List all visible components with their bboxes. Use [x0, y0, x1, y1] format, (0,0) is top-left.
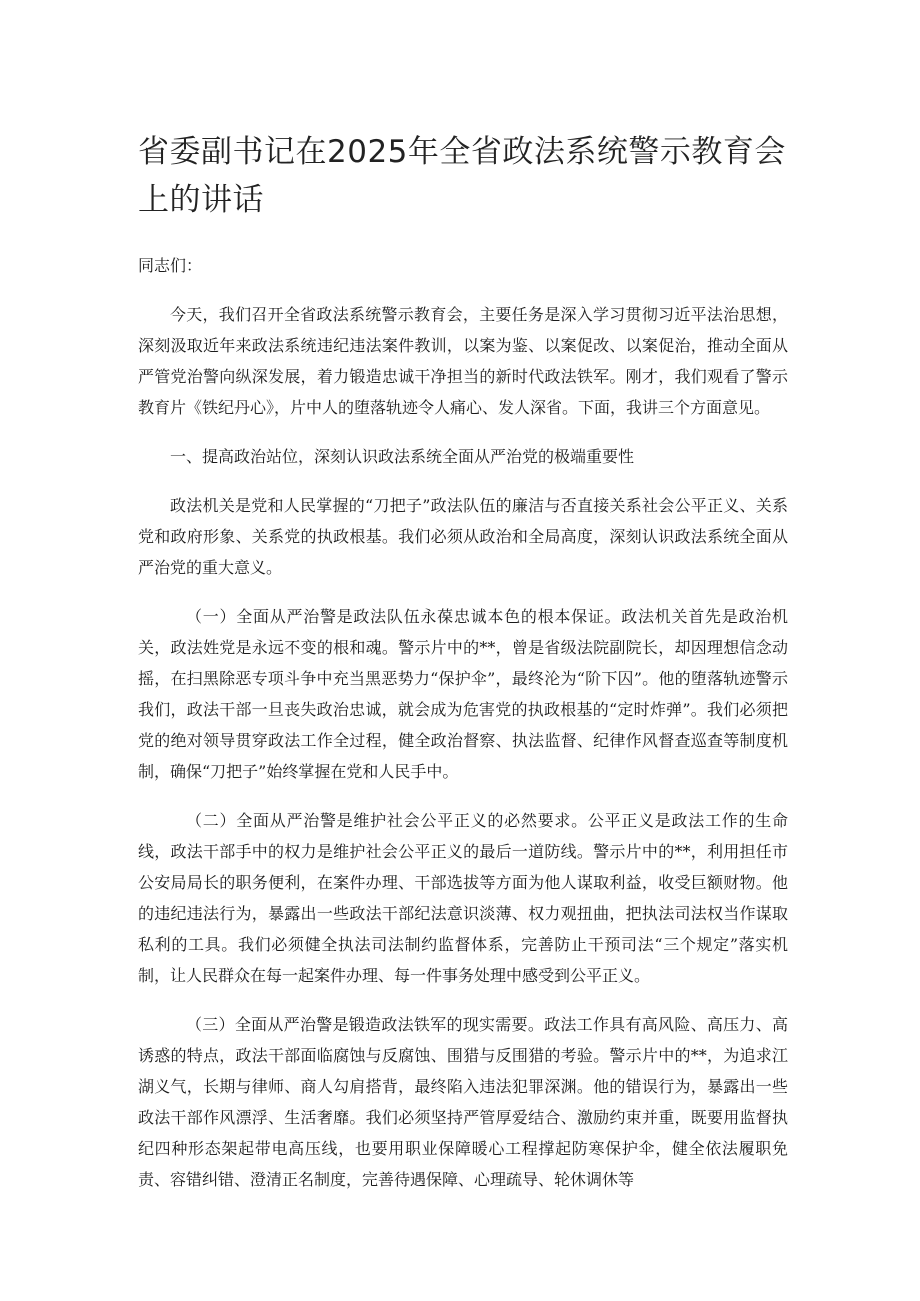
point-1-paragraph: （一）全面从严治警是政法队伍永葆忠诚本色的根本保证。政法机关首先是政治机关，政法姓党是永远不变的根和魂。警示片中的**，曾是省级法院副院长，却因理想信念动摇，在扫黑除恶专项斗争中充当黑恶势力“保护伞”，最终沦为“阶下囚”。他的堕落轨迹警示我们，政法干部一旦丧失政治忠诚，就会成为危害党的执政根基的“定时炸弹”。我们必须把党的绝对领导贯穿政法工作全过程，健全政治督察、执法监督、纪律作风督查巡查等制度机制，确保“刀把子”始终掌握在党和人民手中。 — [138, 607, 788, 781]
point-2-paragraph: （二）全面从严治警是维护社会公平正义的必然要求。公平正义是政法工作的生命线，政法干部手中的权力是维护社会公平正义的最后一道防线。警示片中的**，利用担任市公安局局长的职务便利，在案件办理、干部选拔等方面为他人谋取利益，收受巨额财物。他的违纪违法行为，暴露出一些政法干部纪法意识淡薄、权力观扭曲，把执法司法权当作谋取私利的工具。我们必须健全执法司法制约监督体系，完善防止干预司法“三个规定”落实机制，让人民群众在每一起案件办理、每一件事务处理中感受到公平正义。 — [138, 811, 788, 985]
point-3-paragraph: （三）全面从严治警是锻造政法铁军的现实需要。政法工作具有高风险、高压力、高诱惑的特点，政法干部面临腐蚀与反腐蚀、围猎与反围猎的考验。警示片中的**，为追求江湖义气，长期与律师、商人勾肩搭背，最终陷入违法犯罪深渊。他的错误行为，暴露出一些政法干部作风漂浮、生活奢靡。我们必须坚持严管厚爱结合、激励约束并重，既要用监督执纪四种形态架起带电高压线，也要用职业保障暖心工程撑起防寒保护伞，健全依法履职免责、容错纠错、澄清正名制度，完善待遇保障、心理疏导、轮休调休等 — [138, 1015, 788, 1189]
greeting: 同志们： — [138, 256, 203, 275]
section-1-intro-paragraph: 政法机关是党和人民掌握的“刀把子”政法队伍的廉洁与否直接关系社会公平正义、关系党和政府形象、关系党的执政根基。我们必须从政治和全局高度，深刻认识政法系统全面从严治党的重大意义。 — [138, 496, 788, 577]
document-body — [138, 128, 788, 1213]
intro-paragraph: 今天，我们召开全省政法系统警示教育会，主要任务是深入学习贯彻习近平法治思想，深刻汲取近年来政法系统违纪违法案件教训，以案为鉴、以案促改、以案促治，推动全面从严管党治警向纵深发展，着力锻造忠诚干净担当的新时代政法铁军。刚才，我们观看了警示教育片《铁纪丹心》，片中人的堕落轨迹令人痛心、发人深省。下面，我讲三个方面意见。 — [138, 305, 788, 417]
section-1-heading: 一、提高政治站位，深刻认识政法系统全面从严治党的极端重要性 — [170, 447, 635, 466]
document-title: 省委副书记在2025年全省政法系统警示教育会上的讲话 — [138, 134, 786, 218]
